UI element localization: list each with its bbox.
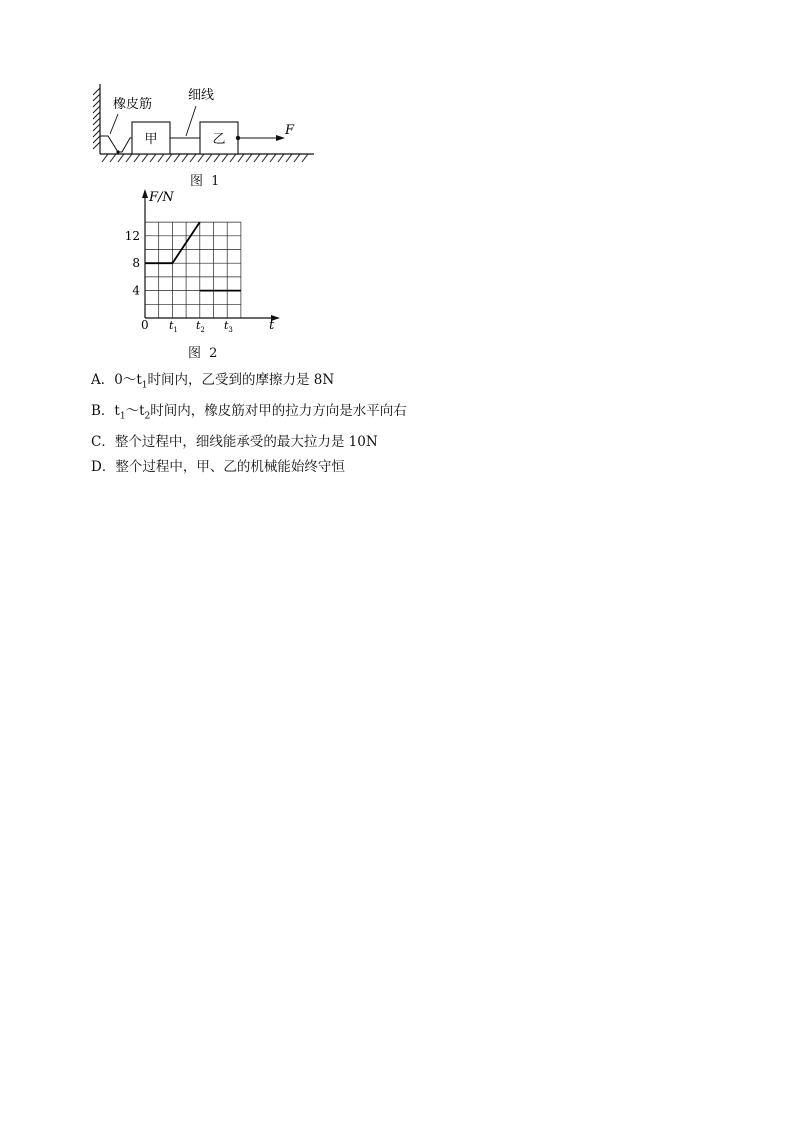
y-axis-arrow <box>142 189 148 198</box>
origin-label: 0 <box>141 318 149 332</box>
block-yi-label: 乙 <box>212 132 226 147</box>
option-letter: C． <box>91 433 115 450</box>
figure-2-caption: 图 2 <box>188 346 220 361</box>
chart-grid <box>145 222 241 318</box>
y-tick-label: 8 <box>132 256 140 271</box>
option-b[interactable]: B．$t_1\sim t_2$时间内，橡皮筋对甲的拉力方向是水平向右 <box>91 402 407 422</box>
chart-series <box>145 222 241 291</box>
y-axis-label: F/N <box>149 190 174 205</box>
rubber-band-label: 橡皮筋 <box>113 97 153 112</box>
block-jia-label: 甲 <box>144 132 158 147</box>
option-c[interactable]: C．整个过程中，细线能承受的最大拉力是 10N <box>91 433 378 450</box>
force-label: F <box>285 123 295 138</box>
option-d[interactable]: D．整个过程中，甲、乙的机械能始终守恒 <box>91 459 345 476</box>
y-tick-label: 12 <box>124 228 140 243</box>
rubber-band <box>100 136 132 152</box>
answer-options <box>91 368 407 481</box>
option-letter: D． <box>91 459 116 476</box>
force-arrow-head <box>276 135 285 141</box>
figure-1-caption: 图 1 <box>190 174 222 189</box>
ground-hatching <box>102 154 308 162</box>
figure-1 <box>88 78 328 164</box>
thread-pointer <box>186 106 196 136</box>
x-tick-label: $t_2$ <box>196 319 205 334</box>
option-letter: A． <box>91 372 115 388</box>
option-letter: B． <box>91 402 115 419</box>
y-tick-label: 4 <box>132 283 140 298</box>
wall-hatching <box>93 88 100 149</box>
x-tick-label: $t_1$ <box>169 319 178 334</box>
rubber-band-pointer <box>110 114 118 134</box>
option-a[interactable]: A．$0\sim t_1$时间内，乙受到的摩擦力是 8N <box>91 372 335 391</box>
x-axis-label: t <box>269 318 275 333</box>
figure-2 <box>124 186 290 336</box>
thread-label: 细线 <box>188 88 215 103</box>
figure-1-drawing <box>88 78 328 164</box>
x-tick-label: $t_3$ <box>224 319 233 334</box>
rubber-band-knot <box>116 150 119 153</box>
figure-2-chart <box>124 186 290 336</box>
